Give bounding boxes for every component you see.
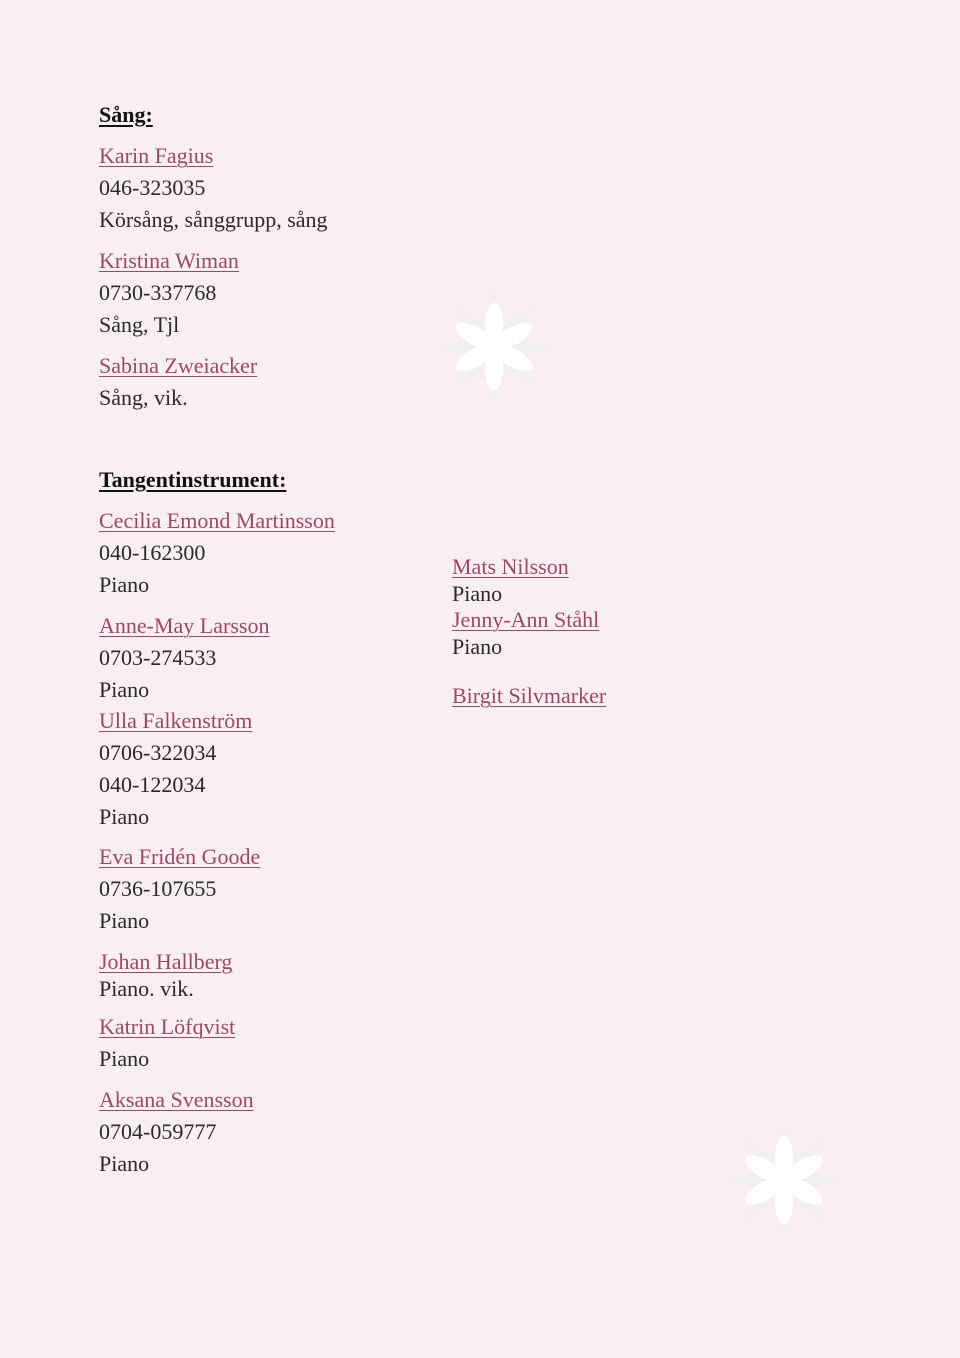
contact-instrument: Körsång, sånggrupp, sång: [99, 207, 328, 232]
contact-phone: 0704-059777: [99, 1119, 217, 1144]
contact-instrument: Sång, vik.: [99, 385, 188, 410]
contact-instrument: Piano: [99, 804, 150, 829]
snowflake-icon: [432, 285, 556, 409]
contact-name-link[interactable]: Sabina Zweiacker: [99, 353, 258, 378]
contact-name-link[interactable]: Kristina Wiman: [99, 248, 239, 273]
contact-instrument: Piano: [452, 581, 503, 606]
section-heading-sang: Sång:: [99, 102, 153, 127]
contact-name-link[interactable]: Anne-May Larsson: [99, 613, 270, 638]
contact-phone: 0703-274533: [99, 645, 217, 670]
contact-name-link[interactable]: Mats Nilsson: [452, 554, 569, 579]
contact-instrument: Piano: [99, 908, 150, 933]
snowflake-icon: [722, 1118, 846, 1242]
section-heading-tangentinstrument: Tangentinstrument:: [99, 467, 287, 492]
contact-instrument: Piano: [452, 634, 503, 659]
contact-phone: 0706-322034: [99, 740, 217, 765]
contact-name-link[interactable]: Birgit Silvmarker: [452, 683, 607, 708]
contact-instrument: Piano: [99, 572, 150, 597]
contact-phone: 046-323035: [99, 175, 206, 200]
contact-name-link[interactable]: Karin Fagius: [99, 143, 214, 168]
contact-instrument: Piano: [99, 677, 150, 702]
contact-instrument: Piano. vik.: [99, 976, 194, 1001]
contact-instrument: Piano: [99, 1151, 150, 1176]
contact-phone: 0736-107655: [99, 876, 217, 901]
contact-phone: 040-122034: [99, 772, 206, 797]
contact-name-link[interactable]: Aksana Svensson: [99, 1087, 254, 1112]
contact-phone: 040-162300: [99, 540, 206, 565]
contact-name-link[interactable]: Jenny-Ann Ståhl: [452, 607, 600, 632]
contact-name-link[interactable]: Katrin Löfqvist: [99, 1014, 236, 1039]
contact-name-link[interactable]: Ulla Falkenström: [99, 708, 253, 733]
contact-instrument: Sång, Tjl: [99, 312, 180, 337]
contact-name-link[interactable]: Johan Hallberg: [99, 949, 233, 974]
contact-instrument: Piano: [99, 1046, 150, 1071]
contact-name-link[interactable]: Cecilia Emond Martinsson: [99, 508, 335, 533]
contact-phone: 0730-337768: [99, 280, 217, 305]
contact-name-link[interactable]: Eva Fridén Goode: [99, 844, 261, 869]
